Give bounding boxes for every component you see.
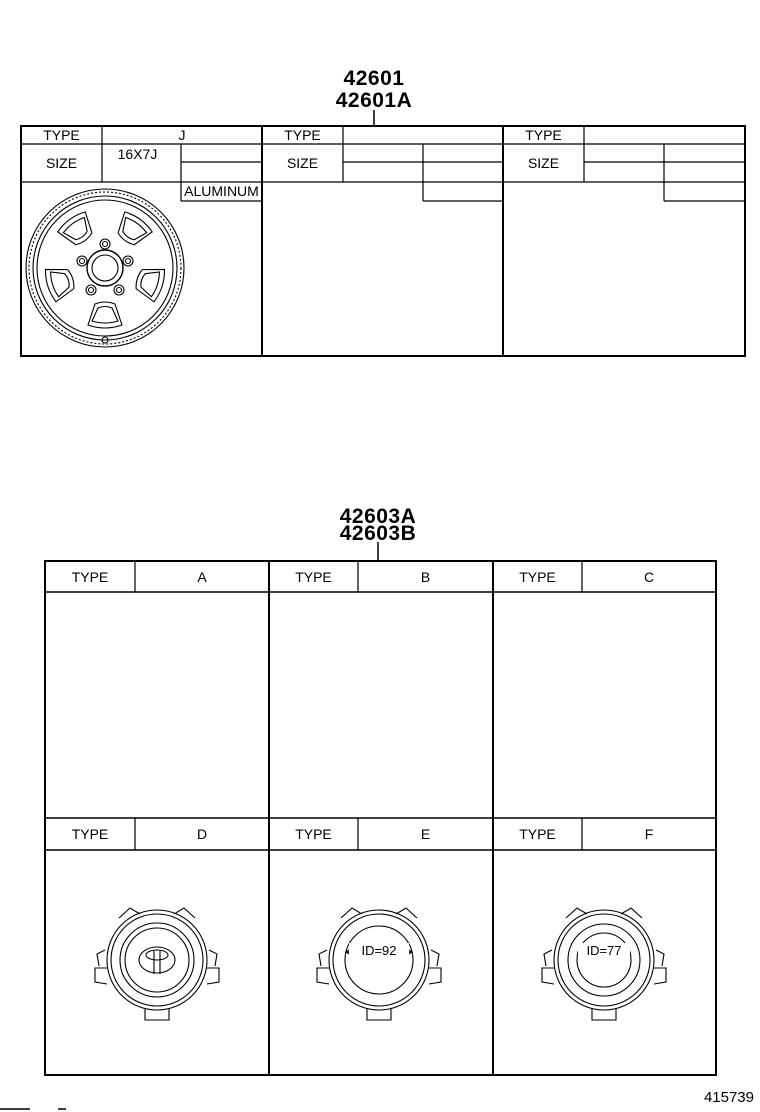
hub-cap-e: [317, 908, 441, 1020]
wheel-material: ALUMINUM: [184, 183, 259, 199]
hub-cap-f: [542, 908, 666, 1020]
part-number-42601: 42601: [343, 67, 405, 90]
cap-type-label: TYPE: [71, 826, 109, 842]
cap-type-value: B: [420, 569, 431, 585]
hub-cap-d: [95, 908, 219, 1020]
cap-type-label: TYPE: [295, 826, 332, 842]
part-number-42603a: 42603A: [339, 505, 417, 528]
cap-type-value: C: [643, 569, 655, 585]
wheel-type-value: J: [178, 127, 186, 143]
cap-type-value: D: [196, 826, 208, 842]
cap-type-value: A: [197, 569, 207, 585]
wheel-size-label: SIZE: [45, 155, 78, 171]
part-number-42603b: 42603B: [339, 522, 417, 545]
cap-f-inner-diameter: ID=77: [578, 943, 630, 958]
wheel-type-label: TYPE: [284, 127, 321, 143]
wheel-size-label: SIZE: [286, 155, 319, 171]
cap-type-label: TYPE: [519, 569, 556, 585]
part-number-42601a: 42601A: [335, 89, 413, 112]
cap-type-label: TYPE: [519, 826, 556, 842]
cap-type-label: TYPE: [71, 569, 109, 585]
wheel-size-label: SIZE: [527, 155, 560, 171]
wheel-type-label: TYPE: [525, 127, 562, 143]
wheel-size-value: 16X7J: [117, 146, 158, 162]
figure-number: 415739: [703, 1089, 754, 1106]
wheel-type-label: TYPE: [43, 127, 80, 143]
cap-type-value: E: [420, 826, 431, 842]
wheel-drawing: [26, 189, 184, 347]
cap-e-inner-diameter: ID=92: [349, 943, 409, 958]
cap-type-value: F: [644, 826, 654, 842]
cap-type-label: TYPE: [295, 569, 332, 585]
